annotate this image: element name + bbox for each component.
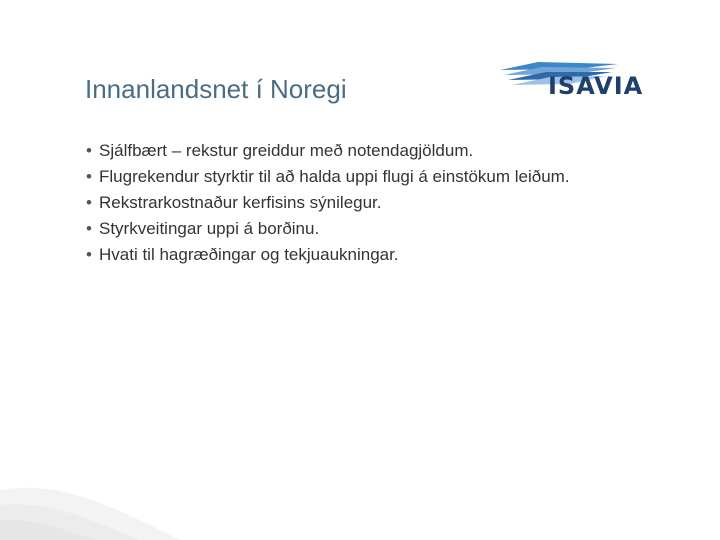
- slide-title: Innanlandsnet í Noregi: [85, 74, 347, 104]
- bullet-item: • Rekstrarkostnaður kerfisins sýnilegur.: [84, 192, 604, 213]
- bullet-item: • Styrkveitingar uppi á borðinu.: [84, 218, 604, 239]
- isavia-logo: [498, 58, 644, 102]
- bullet-item: • Hvati til hagræðingar og tekjuaukningar.: [84, 244, 604, 265]
- bullet-item: • Sjálfbært – rekstur greiddur með notendagjöldum.: [84, 140, 604, 161]
- bullet-item: • Flugrekendur styrktir til að halda uppi flugi á einstökum leiðum.: [84, 166, 604, 187]
- background-wave-decoration: [0, 420, 720, 540]
- logo-text: ISAVIA: [548, 72, 644, 100]
- bullet-list: [84, 140, 604, 270]
